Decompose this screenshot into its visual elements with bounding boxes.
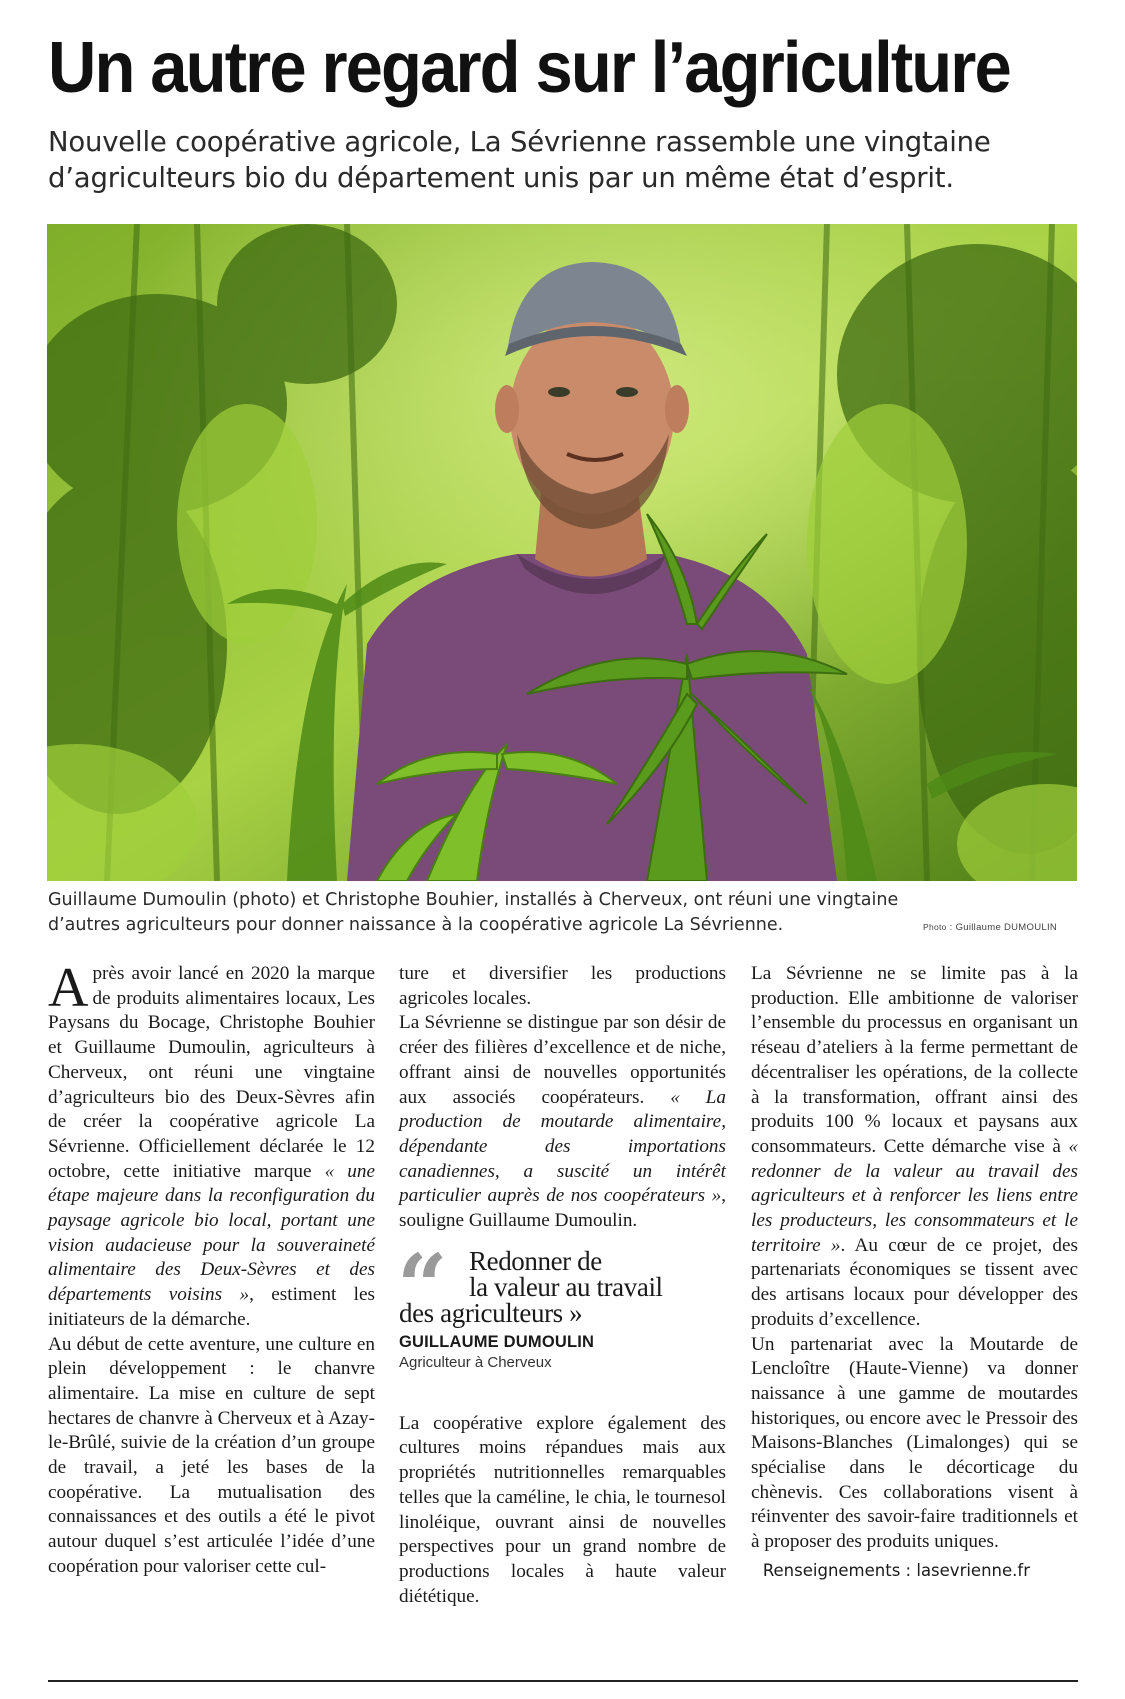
photo-credit-label: Photo: [923, 922, 947, 932]
column-2-text-b: , souligne Guillaume Dumoulin.: [399, 1185, 726, 1232]
quote-mark-icon: “: [397, 1233, 448, 1338]
deck: Nouvelle coopérative agricole, La Sévrienne rassemble une vingtaine d’agriculteurs bio du département unis par un même état d’esprit.: [48, 126, 991, 194]
column-2-text-a: La Sévrienne se distingue par son désir de créer des filières d’excellence et de niche, offrant ainsi de nouvelles opportunités aux associés coopérateurs.: [399, 1012, 726, 1108]
column-2-paragraph-3: La coopérative explore également des cultures moins répandues mais aux propriétés nutritionnelles remarquables telles que la caméline, le chia, le tournesol linoléique, ouvrant ainsi de nouvelles perspectives pour un grand nombre de productions locales à haute valeur diététique.: [399, 1412, 726, 1607]
dropcap: A: [48, 957, 89, 1019]
info-line: Renseignements : lasevrienne.fr: [762, 1560, 1030, 1580]
pull-quote-role: Agriculteur à Cherveux: [399, 1353, 552, 1371]
column-1-paragraph-1: [48, 957, 375, 1333]
pull-quote-line-1: Redonner de: [469, 1245, 602, 1276]
photo-credit: [923, 922, 1057, 933]
column-1-paragraph-2: Au début de cette aventure, une culture en plein développement : le chanvre alimentaire. La mise en culture de sept hectares de chanvre à Cherveux et à Azay-le-Brûlé, suivie de la création d’un groupe de travail, a jeté les bases de la coopérative. La mutualisation des connaissances et des outils a été le pivot autour duquel s’est articulée l’idée d’une coopération pour valoriser cette cul-: [48, 1333, 375, 1577]
column-3-paragraph-2: Un partenariat avec la Moutarde de Lencloître (Haute-Vienne) va donner naissance à une gamme de moutardes historiques, ou encore avec le Pressoir des Maisons-Blanches (Limalonges) qui se spécialise dans le décorticage du chènevis. Ces collaborations visent à réinventer des savoir-faire traditionnels et à proposer des produits uniques.: [751, 1333, 1078, 1553]
pull-quote-line-3: des agriculteurs »: [399, 1297, 583, 1328]
column-3-paragraph-1: [751, 962, 1078, 1333]
article-column-3: [751, 962, 1078, 1583]
column-2-paragraph-1: ture et diversifier les productions agricoles locales.: [399, 963, 726, 1009]
photo-credit-separator: :: [949, 922, 956, 933]
column-3-text-b: . Au cœur de ce projet, des partenariats économiques se tissent avec des artisans locaux pour développer des produits d’excellence.: [751, 1234, 1078, 1330]
article-column-1: [48, 957, 375, 1580]
column-3-quote: « redonner de la valeur au travail des agriculteurs et à renforcer les liens entre les producteurs, les consommateurs et le territoire »: [751, 1135, 1078, 1256]
column-2-spacer: [399, 1384, 726, 1412]
headline: Un autre regard sur l’agriculture: [48, 28, 1010, 108]
photo-credit-name: Guillaume DUMOULIN: [955, 922, 1058, 933]
column-1-text-b: , estiment les initiateurs de la démarche.: [48, 1284, 375, 1330]
article-photo: [47, 224, 1077, 881]
column-1-quote: « une étape majeure dans la reconfiguration du paysage agricole bio local, portant une vision audacieuse pour la souveraineté alimentaire des Deux-Sèvres et des départements voisins »: [48, 1160, 375, 1306]
pull-quote-line-2: la valeur au travail: [469, 1271, 663, 1302]
column-1-text-a: près avoir lancé en 2020 la marque de produits alimentaires locaux, Les Paysans du Bocage, Christophe Bouhier et Guillaume Dumoulin, agriculteurs à Cherveux, ont réuni une vingtaine d’agriculteurs bio des Deux-Sèvres afin de créer la coopérative agricole La Sévrienne. Officiellement déclarée le 12 octobre, cette initiative marque: [48, 963, 375, 1182]
article-column-2: [399, 962, 726, 1609]
farmer-in-hemp-field-illustration: [47, 224, 1077, 881]
column-2-quote: « La production de moutarde alimentaire, dépendante des importations canadiennes, a suscité un intérêt particulier auprès de nos coopérateurs »: [399, 1086, 726, 1207]
column-3-text-a: La Sévrienne ne se limite pas à la production. Elle ambitionne de valoriser l’ensemble du processus en organisant un réseau d’ateliers à la ferme permettant de décentraliser les opérations, de la collecte à la transformation, offrant ainsi des produits 100 % locaux et paysans aux consommateurs. Cette démarche vise à: [751, 963, 1078, 1157]
photo-caption: Guillaume Dumoulin (photo) et Christophe Bouhier, installés à Cherveux, ont réuni une vingtaine d’autres agriculteurs pour donner naissance à la coopérative agricole La Sévrienne.: [48, 890, 899, 935]
column-2-paragraph-2: [399, 1011, 726, 1233]
pull-quote-text: [399, 1245, 726, 1328]
pull-quote-author: GUILLAUME DUMOULIN: [399, 1332, 595, 1351]
bottom-rule: [48, 1680, 1078, 1682]
pull-quote: [397, 1233, 726, 1374]
